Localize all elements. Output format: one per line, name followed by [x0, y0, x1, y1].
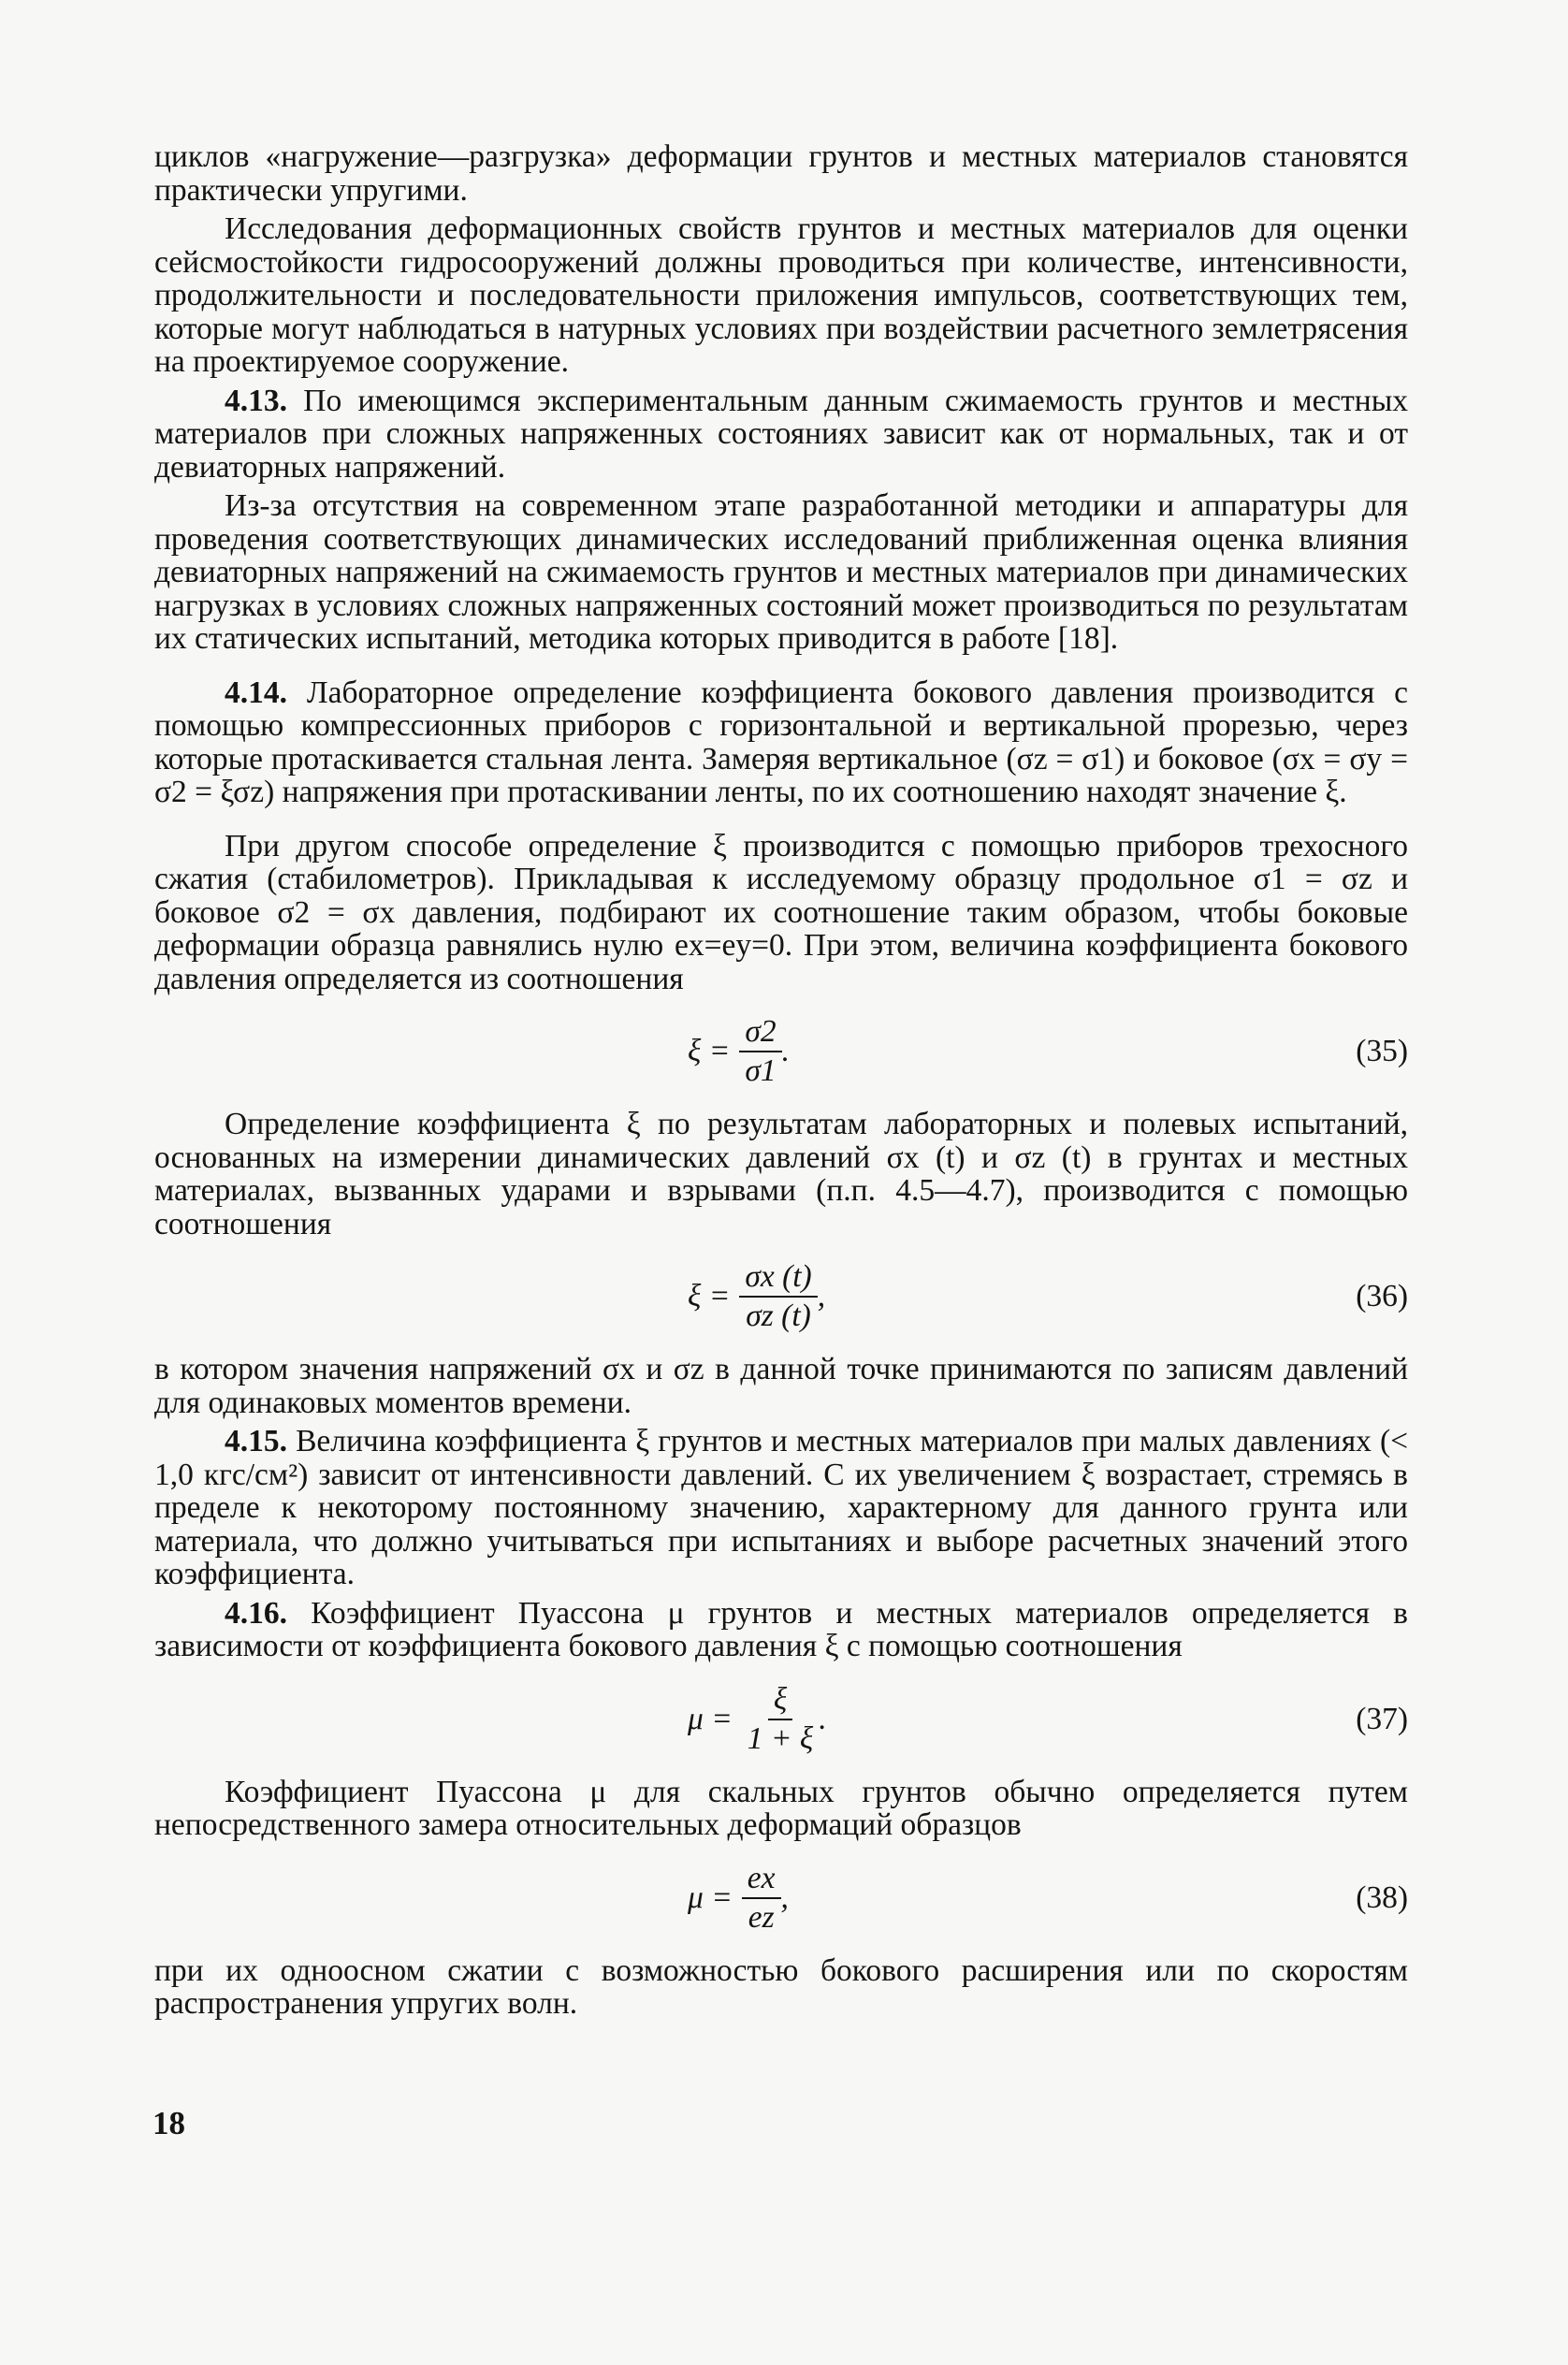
paragraph-triaxial-method: При другом способе определение ξ производится с помощью приборов трехосного сжатия (стабилометров). Прикладывая к исследуемому образцу продольное σ1 = σz и боковое σ2 = σx давления, подбирают их соотношение таким образом, чтобы боковые деформации образца равнялись нулю ex=ey=0. При этом, величина коэффициента бокового давления определяется из соотношения: [154, 828, 1408, 996]
equation-36: [154, 1254, 1408, 1340]
fraction: $\frac{\sigma 2}{\sigma 1}$: [739, 1015, 781, 1088]
body-text: [154, 140, 1408, 2021]
fraction: $\frac{\sigma x (t)}{\sigma z (t)}$: [739, 1260, 817, 1333]
fraction: $\frac{ex}{ez}$: [742, 1862, 781, 1935]
equation-number: (38): [1356, 1879, 1408, 1915]
paragraph-dynamic-determination: Определение коэффициента ξ по результатам лабораторных и полевых испытаний, основанных на измерении динамических давлений σx (t) и σz (t) в грунтах и местных материалах, вызванных ударами и взрывами (п.п. 4.5—4.7), производится с помощью соотношения: [154, 1107, 1408, 1241]
clause-number: 4.15.: [225, 1424, 287, 1458]
paragraph-uniaxial-compression: при их одноосном сжатии с возможностью бокового расширения или по скоростям распространения упругих волн.: [154, 1952, 1408, 2021]
equation-number: (36): [1356, 1279, 1408, 1314]
paragraph-deformation-studies: Исследования деформационных свойств грунтов и местных материалов для оценки сейсмостойкости гидросооружений должны проводиться при количестве, интенсивности, продолжительности и последовательности приложения импульсов, соответствующих тем, которые могут наблюдаться в натурных условиях при воздействии расчетного землетрясения на проектируемое сооружение.: [154, 211, 1408, 379]
equation-formula: ξ = $\frac{\sigma x (t)}{\sigma z (t)}$ ,: [688, 1259, 826, 1333]
equation-number: (37): [1356, 1701, 1408, 1736]
clause-number: 4.16.: [225, 1595, 287, 1631]
clause-text: Величина коэффициента ξ грунтов и местных материалов при малых давлениях (< 1,0 кгс/см²) зависит от интенсивности давлений. С их увеличением ξ возрастает, стремясь в пределе к некоторому постоянному значению, характерному для данного грунта или материала, что должно учитываться при испытаниях и выборе расчетных значений этого коэффициента.: [154, 1424, 1409, 1591]
clause-text: Лабораторное определение коэффициента бокового давления производится с помощью компрессионных приборов с горизонтальной и вертикальной прорезью, через которые протаскивается стальная лента. Замеряя вертикальное (σz = σ1) и боковое (σx = σy = σ2 = ξσz) напряжения при протаскивании ленты, по их соотношению находят значение ξ.: [154, 675, 1408, 809]
paragraph-stress-values: в котором значения напряжений σx и σz в данной точке принимаются по записям давлений для одинаковых моментов времени.: [154, 1352, 1408, 1420]
paragraph-4-16: [154, 1597, 1408, 1663]
page-number: 18: [152, 2105, 185, 2141]
fraction: $\frac{\xi}{1 + \xi}$: [747, 1681, 814, 1756]
paragraph-4-14: [154, 676, 1408, 809]
equation-formula: ξ = $\frac{\sigma 2}{\sigma 1}$ .: [688, 1014, 790, 1088]
paragraph-4-15: [154, 1425, 1408, 1591]
equation-number: (35): [1356, 1034, 1408, 1069]
equation-37: [154, 1676, 1408, 1763]
equation-formula: μ = $\frac{\xi}{1 + \xi}$ .: [688, 1681, 827, 1756]
paragraph-4-13: [154, 384, 1408, 485]
clause-text: По имеющимся экспериментальным данным сжимаемость грунтов и местных материалов при сложных напряженных состояниях зависит как от нормальных, так и от девиаторных напряжений.: [154, 383, 1408, 485]
equation-formula: μ = $\frac{ex}{ez}$ ,: [688, 1860, 789, 1935]
clause-number: 4.13.: [225, 383, 287, 418]
paragraph-approximate-estimate: Из-за отсутствия на современном этапе разработанной методики и аппаратуры для проведения соответствующих динамических исследований приближенная оценка влияния девиаторных напряжений на сжимаемость грунтов и местных материалов при динамических нагрузках в условиях сложных напряженных состояний может производиться по результатам их статических испытаний, методика которых приводится в работе [18].: [154, 488, 1408, 656]
clause-number: 4.14.: [225, 675, 287, 710]
equation-38: [154, 1855, 1408, 1941]
clause-text: Коэффициент Пуассона μ грунтов и местных материалов определяется в зависимости от коэффициента бокового давления ξ с помощью соотношения: [154, 1595, 1408, 1663]
paragraph-poisson-rock: Коэффициент Пуассона μ для скальных грунтов обычно определяется путем непосредственного замера относительных деформаций образцов: [154, 1774, 1408, 1842]
equation-35: [154, 1008, 1408, 1095]
paragraph-continuation: циклов «нагружение—разгрузка» деформации грунтов и местных материалов становятся практически упругими.: [154, 139, 1408, 208]
